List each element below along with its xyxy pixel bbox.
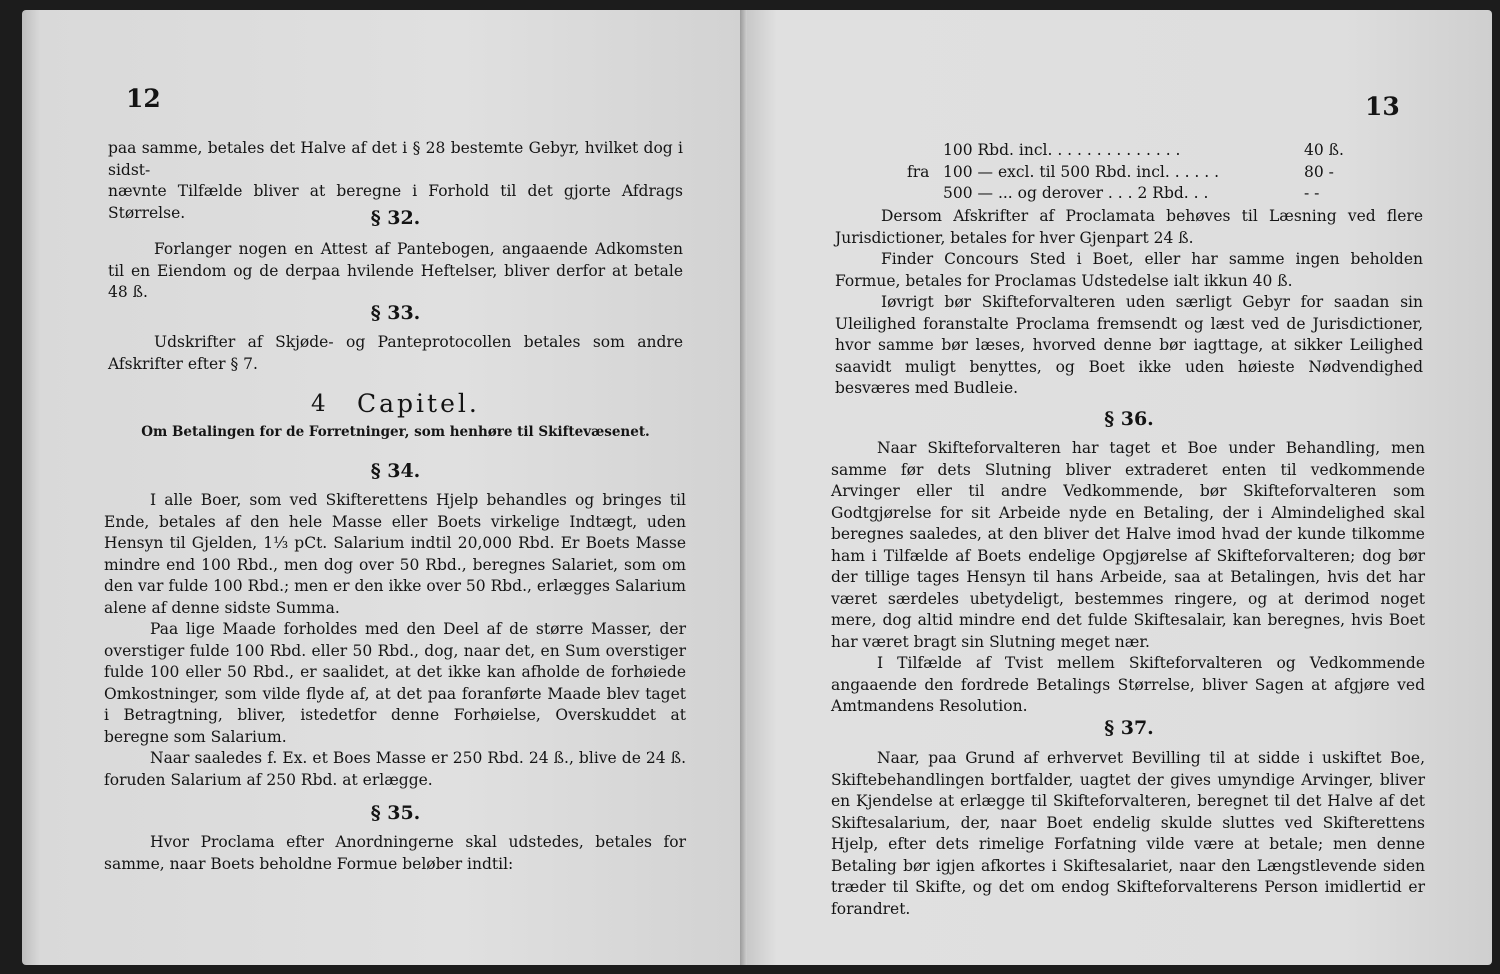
- section-37-heading: § 37.: [1104, 717, 1154, 739]
- affskrifter-paragraph: Dersom Afskrifter af Proclamata behøves til Læsning ved flere Jurisdictioner, betales for hver Gjenpart 24 ß.: [835, 207, 1423, 247]
- section-32-text: Forlanger nogen en Attest af Pantebogen, angaaende Adkomsten til en Eiendom og de derpaa hvilende Heftelser, bliver derfor at betale 48 ß.: [108, 240, 683, 301]
- section-34-paragraph-2: Paa lige Maade forholdes med den Deel af de større Masser, der overstiger fulde 100 Rbd. eller 50 Rbd., dog, naar det, en Sum overstiger fulde 100 eller 50 Rbd., er saalidet, at det ikke kan afholde de forhøiede Omkostninger, som vilde flyde af, at det paa foranførte Maade blev taget i Betragtning, bliver, istedetfor denne Forhøielse, Overskuddet at beregne som Salarium.: [104, 620, 686, 746]
- chapter-title: Capitel.: [357, 389, 480, 418]
- page-number-left: 12: [126, 84, 161, 113]
- intro-line-1: paa samme, betales det Halve af det i § 28 bestemte Gebyr, hvilket dog i sidst-: [108, 139, 683, 179]
- fee-row: [907, 140, 1344, 162]
- fee-row-range: 100 Rbd. incl. . . . . . . . . . . . . .: [943, 141, 1181, 159]
- fee-row-amount: - -: [1304, 184, 1320, 202]
- left-page: [22, 10, 747, 965]
- section-34-heading: § 34.: [370, 460, 421, 482]
- section-35-text: Hvor Proclama efter Anordningerne skal udstedes, betales for samme, naar Boets beholdne Formue beløber indtil:: [104, 833, 686, 873]
- fee-row-range: 500 — ... og derover . . . 2 Rbd. . .: [943, 184, 1209, 202]
- fee-row: [907, 162, 1334, 184]
- section-34-paragraph-1: I alle Boer, som ved Skifterettens Hjelp behandles og bringes til Ende, betales af den hele Masse eller Boets virkelige Indtægt, uden Hensyn til Gjelden, 1⅓ pCt. Salarium indtil 20,000 Rbd. Er Boets Masse mindre end 100 Rbd., men dog over 50 Rbd., beregnes Salariet, som om den var fulde 100 Rbd.; men er den ikke over 50 Rbd., erlægges Salarium alene af denne sidste Summa.: [104, 491, 686, 617]
- section-36-body: [831, 438, 1425, 718]
- section-36-paragraph-1: Naar Skifteforvalteren har taget et Boe under Behandling, men samme før dets Slutning bliver extraderet enten til vedkommende Arvinger eller til andre Vedkommende, bør Skifteforvalteren som Godtgjørelse for sit Arbeide nyde en Betaling, der i Almindelighed skal beregnes saaledes, at den bliver det Halve imod hvad der kunde tilkomme ham i Tilfælde af Boets endelige Opgjørelse af Skifteforvalteren; dog bør der tillige tages Hensyn til hans Arbeide, saa at Betalingen, hvis det har været særdeles ubetydeligt, bestemmes ringere, og at derimod noget mere, dog altid mindre end det fulde Skiftesalair, kan beregnes, hvis Boet har været bragt sin Slutning meget nær.: [831, 439, 1425, 651]
- section-35-continued: [835, 206, 1423, 400]
- page-number-right: 13: [1365, 92, 1400, 121]
- right-page: [747, 10, 1492, 965]
- fee-row-prefix: fra: [907, 162, 930, 181]
- chapter-subtitle: Om Betalingen for de Forretninger, som henhøre til Skiftevæsenet.: [141, 424, 650, 440]
- concours-paragraph: Finder Concours Sted i Boet, eller har samme ingen beholden Formue, betales for Proclamas Udstedelse ialt ikkun 40 ß.: [835, 250, 1423, 290]
- fee-row-amount: 40 ß.: [1304, 141, 1344, 159]
- chapter-number: 4: [311, 391, 329, 417]
- section-36-heading: § 36.: [1104, 408, 1154, 430]
- proclama-fee-table: [907, 140, 1344, 205]
- section-33-heading: § 33.: [370, 302, 421, 324]
- fee-row: [907, 183, 1327, 205]
- intro-line-2: nævnte Tilfælde bliver at beregne i Forhold til det gjorte Afdrags Størrelse.: [108, 182, 683, 222]
- section-34-paragraph-3: Naar saaledes f. Ex. et Boes Masse er 250 Rbd. 24 ß., blive de 24 ß. foruden Salarium af 250 Rbd. at erlægge.: [104, 749, 686, 789]
- section-37-text: Naar, paa Grund af erhvervet Bevilling til at sidde i uskiftet Boe, Skiftebehandlingen bortfalder, uagtet der gives umyndige Arvinger, bliver en Kjendelse at erlægge til Skifteforvalteren, beregnet til det Halve af det Skiftesalarium, der, naar Boet endelig skulde sluttes ved Skifterettens Hjelp, efter dets rimelige Forfatning vilde være at betale; men denne Betaling bør igjen afkortes i Skiftesalariet, naar den Længstlevende siden træder til Skifte, og det om endog Skifteforvalterens Person imidlertid er forandret.: [831, 749, 1425, 918]
- section-35-heading: § 35.: [370, 802, 421, 824]
- fee-row-amount: 80 -: [1304, 162, 1334, 181]
- section-32-heading: § 32.: [370, 207, 421, 229]
- section-36-paragraph-2: I Tilfælde af Tvist mellem Skifteforvalteren og Vedkommende angaaende den fordrede Betalings Størrelse, bliver Sagen at afgjøre ved Amtmandens Resolution.: [831, 654, 1425, 715]
- fee-row-range: 100 — excl. til 500 Rbd. incl. . . . . .: [943, 162, 1220, 181]
- section-34-body: [104, 490, 686, 791]
- iovrigt-paragraph: Iøvrigt bør Skifteforvalteren uden særligt Gebyr for saadan sin Uleilighed foranstalte Proclama fremsendt og læst ved de Jurisdictioner, hvor samme bør læses, hvorved denne bør iagttage, at sikker Leilighed saavidt muligt benyttes, og Boet ikke uden høieste Nødvendighed besværes med Budleie.: [835, 293, 1423, 397]
- section-33-text: Udskrifter af Skjøde- og Panteprotocollen betales som andre Afskrifter efter § 7.: [108, 333, 683, 373]
